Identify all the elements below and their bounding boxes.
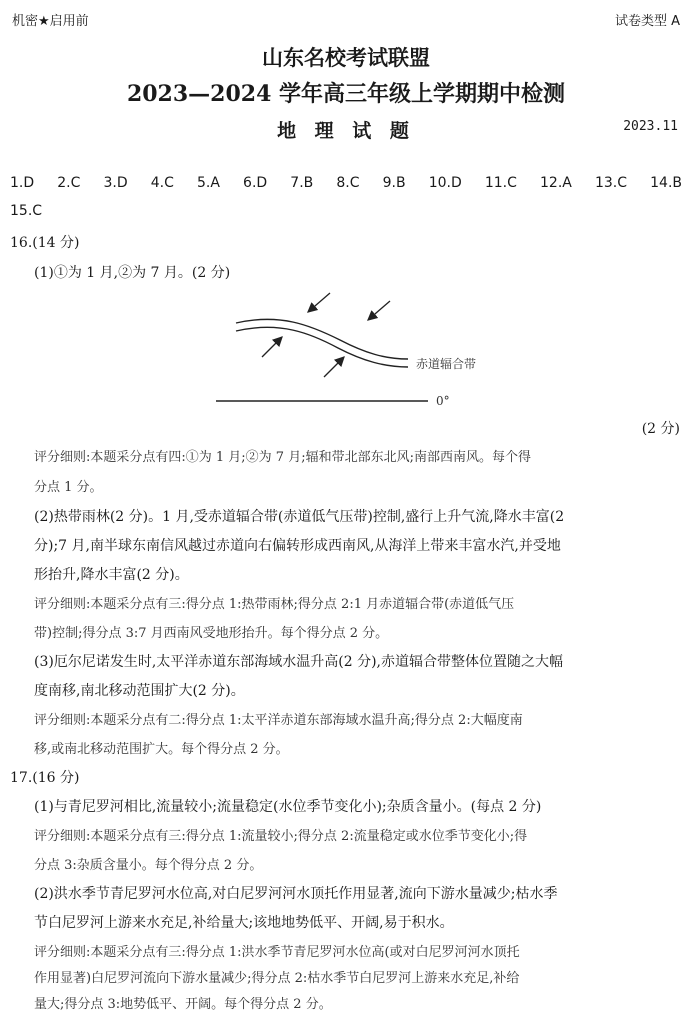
org-title: 山东名校考试联盟 <box>262 45 430 70</box>
q16-rubric1-line2: 分点 1 分。 <box>34 480 103 495</box>
answer-item: 9.B <box>382 175 406 191</box>
q16-heading: 16.(14 分) <box>10 235 80 251</box>
q17-heading: 17.(16 分) <box>10 770 80 786</box>
q16-part2-line2: 分);7 月,南半球东南信风越过赤道向右偏转形成西南风,从海洋上带来丰富水汽,并受地 <box>34 538 561 554</box>
exam-title: 2023—2024 学年高三年级上学期期中检测 <box>126 81 566 107</box>
itcz-diagram <box>210 285 490 415</box>
diagram-score: (2 分) <box>641 421 680 437</box>
equator-label: 0° <box>436 394 450 408</box>
answer-item: 2.C <box>57 175 81 191</box>
q17-rubric2-line1: 评分细则:本题采分点有三:得分点 1:洪水季节青尼罗河水位高(或对白尼罗河河水顶托 <box>34 945 520 960</box>
q16-part2-line3: 形抬升,降水丰富(2 分)。 <box>34 567 189 583</box>
paper-type: 试卷类型 A <box>614 14 680 29</box>
q17-rubric2-line2: 作用显著)白尼罗河流向下游水量减少;得分点 2:枯水季节白尼罗河上游来水充足,补给 <box>34 971 520 986</box>
arrow-sw-wind-2 <box>324 357 344 377</box>
answer-item: 12.A <box>540 175 572 191</box>
answer-item: 13.C <box>594 175 628 191</box>
q17-rubric2-line3: 量大;得分点 3:地势低平、开阔。每个得分点 2 分。 <box>34 997 332 1012</box>
answer-row <box>10 175 682 191</box>
q16-rubric3-line1: 评分细则:本题采分点有二:得分点 1:太平洋赤道东部海域水温升高;得分点 2:大幅度南 <box>34 713 523 728</box>
q17-part1: (1)与青尼罗河相比,流量较小;流量稳定(水位季节变化小);杂质含量小。(每点 2 分) <box>34 799 542 815</box>
answer-item: 1.D <box>10 175 35 191</box>
q17-rubric1-line2: 分点 3:杂质含量小。每个得分点 2 分。 <box>34 858 263 873</box>
answer-item: 10.D <box>428 175 462 191</box>
answer-item: 14.B <box>650 175 682 191</box>
arrow-ne-wind-1 <box>308 293 330 312</box>
answer-item: 11.C <box>484 175 517 191</box>
q16-part3-line2: 度南移,南北移动范围扩大(2 分)。 <box>34 683 245 699</box>
arrow-ne-wind-2 <box>368 301 390 320</box>
secret-mark: 机密★启用前 <box>12 14 89 29</box>
q16-rubric2-line2: 带)控制;得分点 3:7 月西南风受地形抬升。每个得分点 2 分。 <box>34 626 389 641</box>
q17-part2-line2: 节白尼罗河上游来水充足,补给量大;该地地势低平、开阔,易于积水。 <box>34 915 454 931</box>
answer-item: 3.D <box>103 175 128 191</box>
answer-item: 7.B <box>290 175 314 191</box>
answer-item: 8.C <box>336 175 360 191</box>
answer-item: 6.D <box>243 175 268 191</box>
q17-part2-line1: (2)洪水季节青尼罗河水位高,对白尼罗河河水顶托作用显著,流向下游水量减少;枯水季 <box>34 886 558 902</box>
answer-item: 5.A <box>197 175 220 191</box>
q16-rubric3-line2: 移,或南北移动范围扩大。每个得分点 2 分。 <box>34 742 289 757</box>
q17-rubric1-line1: 评分细则:本题采分点有三:得分点 1:流量较小;得分点 2:流量稳定或水位季节变化小;得 <box>34 829 528 844</box>
subject-title: 地 理 试 题 <box>277 120 415 142</box>
answer-15: 15.C <box>10 203 43 219</box>
arrow-sw-wind-1 <box>262 337 282 357</box>
q16-part2-line1: (2)热带雨林(2 分)。1 月,受赤道辐合带(赤道低气压带)控制,盛行上升气流,降水丰富(2 <box>34 509 565 525</box>
exam-date: 2023.11 <box>623 119 678 134</box>
itcz-upper-line <box>236 319 408 359</box>
itcz-label: 赤道辐合带 <box>416 357 477 371</box>
itcz-lower-line <box>236 327 408 367</box>
q16-rubric1-line1: 评分细则:本题采分点有四:①为 1 月;②为 7 月;辐和带北部东北风;南部西南风。每个得 <box>34 450 531 465</box>
answer-item: 4.C <box>150 175 174 191</box>
q16-part1: (1)①为 1 月,②为 7 月。(2 分) <box>34 265 231 281</box>
q16-part3-line1: (3)厄尔尼诺发生时,太平洋赤道东部海域水温升高(2 分),赤道辐合带整体位置随之大幅 <box>34 654 564 670</box>
q16-rubric2-line1: 评分细则:本题采分点有三:得分点 1:热带雨林;得分点 2:1 月赤道辐合带(赤道低气压 <box>34 597 515 612</box>
